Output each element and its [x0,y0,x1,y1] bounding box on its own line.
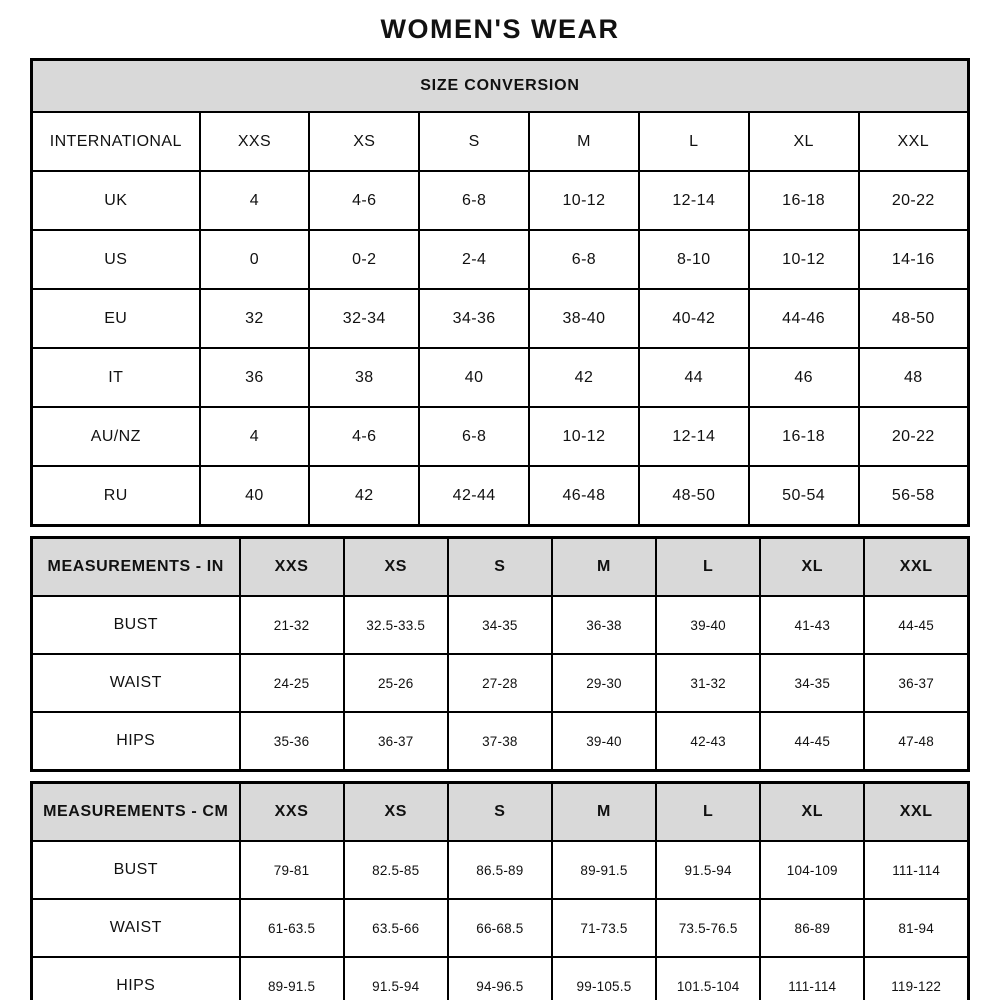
value-cell: 36-37 [344,712,448,771]
value-cell: 14-16 [859,230,969,289]
column-header-cell: XXS [200,112,310,171]
value-cell: 25-26 [344,654,448,712]
value-cell: 4 [200,171,310,230]
column-header-cell: XS [309,112,419,171]
value-cell: 91.5-94 [656,841,760,899]
table-title-cell: MEASUREMENTS - CM [32,783,240,842]
column-header-cell: XS [344,783,448,842]
row-label-cell: IT [32,348,200,407]
value-cell: 16-18 [749,171,859,230]
column-header-row [32,783,969,842]
value-cell: 20-22 [859,171,969,230]
value-cell: 37-38 [448,712,552,771]
column-header-cell: S [448,538,552,597]
value-cell: 44-46 [749,289,859,348]
value-cell: 81-94 [864,899,968,957]
value-cell: 38 [309,348,419,407]
value-cell: 4-6 [309,407,419,466]
value-cell: 79-81 [240,841,344,899]
value-cell: 91.5-94 [344,957,448,1000]
table-title-cell: MEASUREMENTS - IN [32,538,240,597]
value-cell: 71-73.5 [552,899,656,957]
column-header-cell: S [419,112,529,171]
value-cell: 4-6 [309,171,419,230]
column-header-cell: L [656,538,760,597]
column-header-cell: XXL [864,783,968,842]
value-cell: 42-43 [656,712,760,771]
measurements-in-table [30,536,970,772]
column-header-cell: XL [760,783,864,842]
value-cell: 35-36 [240,712,344,771]
table-row [32,407,969,466]
value-cell: 47-48 [864,712,968,771]
value-cell: 21-32 [240,596,344,654]
value-cell: 111-114 [864,841,968,899]
row-label-cell: US [32,230,200,289]
value-cell: 119-122 [864,957,968,1000]
row-label-cell: HIPS [32,712,240,771]
value-cell: 94-96.5 [448,957,552,1000]
value-cell: 34-35 [448,596,552,654]
table-row [32,348,969,407]
row-label-cell: WAIST [32,654,240,712]
column-header-row [32,538,969,597]
value-cell: 73.5-76.5 [656,899,760,957]
column-header-row [32,112,969,171]
table-row [32,171,969,230]
value-cell: 61-63.5 [240,899,344,957]
value-cell: 34-35 [760,654,864,712]
value-cell: 99-105.5 [552,957,656,1000]
value-cell: 66-68.5 [448,899,552,957]
table-title: SIZE CONVERSION [32,60,969,113]
table-row [32,957,969,1000]
value-cell: 111-114 [760,957,864,1000]
row-label-cell: AU/NZ [32,407,200,466]
value-cell: 42 [309,466,419,526]
table-title-row [32,60,969,113]
table-row [32,289,969,348]
value-cell: 31-32 [656,654,760,712]
column-header-cell: INTERNATIONAL [32,112,200,171]
value-cell: 27-28 [448,654,552,712]
value-cell: 36 [200,348,310,407]
value-cell: 41-43 [760,596,864,654]
value-cell: 32 [200,289,310,348]
value-cell: 10-12 [529,407,639,466]
table-row [32,654,969,712]
value-cell: 2-4 [419,230,529,289]
value-cell: 12-14 [639,171,749,230]
value-cell: 6-8 [529,230,639,289]
value-cell: 86.5-89 [448,841,552,899]
value-cell: 8-10 [639,230,749,289]
value-cell: 48-50 [639,466,749,526]
row-label-cell: HIPS [32,957,240,1000]
value-cell: 24-25 [240,654,344,712]
row-label-cell: BUST [32,596,240,654]
page-title: WOMEN'S WEAR [380,14,620,44]
value-cell: 39-40 [656,596,760,654]
value-cell: 40-42 [639,289,749,348]
value-cell: 40 [200,466,310,526]
row-label-cell: EU [32,289,200,348]
column-header-cell: S [448,783,552,842]
value-cell: 48-50 [859,289,969,348]
value-cell: 6-8 [419,171,529,230]
column-header-cell: M [552,538,656,597]
value-cell: 44-45 [760,712,864,771]
value-cell: 101.5-104 [656,957,760,1000]
table-row [32,712,969,771]
value-cell: 40 [419,348,529,407]
value-cell: 36-37 [864,654,968,712]
value-cell: 6-8 [419,407,529,466]
value-cell: 12-14 [639,407,749,466]
value-cell: 4 [200,407,310,466]
value-cell: 38-40 [529,289,639,348]
value-cell: 56-58 [859,466,969,526]
row-label-cell: UK [32,171,200,230]
value-cell: 46-48 [529,466,639,526]
value-cell: 10-12 [529,171,639,230]
value-cell: 42 [529,348,639,407]
value-cell: 89-91.5 [552,841,656,899]
column-header-cell: XXL [864,538,968,597]
value-cell: 63.5-66 [344,899,448,957]
value-cell: 44-45 [864,596,968,654]
value-cell: 48 [859,348,969,407]
value-cell: 34-36 [419,289,529,348]
value-cell: 46 [749,348,859,407]
row-label-cell: RU [32,466,200,526]
value-cell: 20-22 [859,407,969,466]
table-row [32,899,969,957]
table-row [32,230,969,289]
table-row [32,466,969,526]
size-conversion-table [30,58,970,527]
table-row [32,596,969,654]
value-cell: 0 [200,230,310,289]
value-cell: 82.5-85 [344,841,448,899]
measurements-cm-table [30,781,970,1000]
row-label-cell: BUST [32,841,240,899]
column-header-cell: XS [344,538,448,597]
column-header-cell: M [529,112,639,171]
value-cell: 32.5-33.5 [344,596,448,654]
value-cell: 32-34 [309,289,419,348]
column-header-cell: XXL [859,112,969,171]
value-cell: 89-91.5 [240,957,344,1000]
value-cell: 0-2 [309,230,419,289]
row-label-cell: WAIST [32,899,240,957]
column-header-cell: XL [760,538,864,597]
value-cell: 10-12 [749,230,859,289]
column-header-cell: L [639,112,749,171]
column-header-cell: XL [749,112,859,171]
value-cell: 29-30 [552,654,656,712]
value-cell: 39-40 [552,712,656,771]
column-header-cell: XXS [240,538,344,597]
column-header-cell: M [552,783,656,842]
value-cell: 104-109 [760,841,864,899]
value-cell: 36-38 [552,596,656,654]
value-cell: 16-18 [749,407,859,466]
table-row [32,841,969,899]
value-cell: 44 [639,348,749,407]
column-header-cell: XXS [240,783,344,842]
column-header-cell: L [656,783,760,842]
value-cell: 86-89 [760,899,864,957]
value-cell: 42-44 [419,466,529,526]
value-cell: 50-54 [749,466,859,526]
